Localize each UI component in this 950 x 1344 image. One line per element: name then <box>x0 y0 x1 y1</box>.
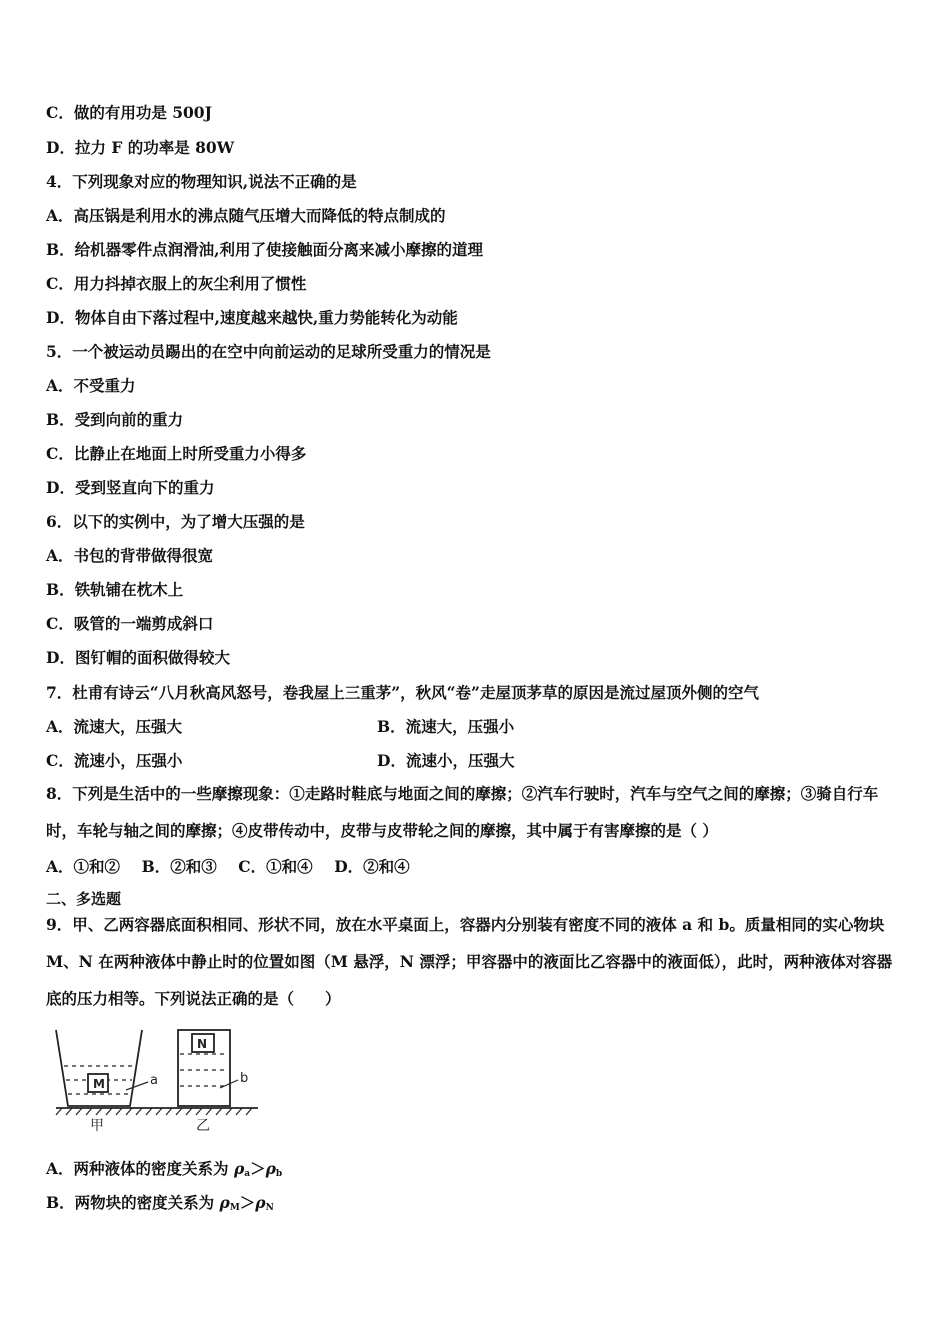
q9-stem: 9．甲、乙两容器底面积相同、形状不同，放在水平桌面上，容器内分别装有密度不同的液体 a 和 b。质量相同的实心物块 M、N 在两种液体中静止时的位置如图（M 悬浮，N 漂浮；甲容器中的液面比乙容器中的液面低），此时，两种液体对容器底的压力相等。下列说法正确的是（ ） <box>46 915 893 1008</box>
q7-option-d: D．流速小，压强大 <box>377 751 515 770</box>
block-n-label: N <box>197 1037 208 1051</box>
q5-option-b: B．受到向前的重力 <box>46 410 184 429</box>
q9-option-b: B．两物块的密度关系为 $\rho_M>\rho_N$ <box>46 1193 274 1213</box>
q6-option-b: B．铁轨铺在枕木上 <box>46 580 184 599</box>
q6-option-d: D．图钉帽的面积做得较大 <box>46 648 230 667</box>
q5-option-c: C．比静止在地面上时所受重力小得多 <box>46 444 307 463</box>
q5-option-a: A．不受重力 <box>46 376 136 395</box>
q4-option-c: C．用力抖掉衣服上的灰尘利用了惯性 <box>46 274 307 293</box>
liquid-a-label: a <box>150 1073 158 1088</box>
liquid-b-surface <box>180 1054 228 1086</box>
q3-option-d: D．拉力 F 的功率是 80W <box>46 138 235 157</box>
block-m-label: M <box>93 1077 105 1091</box>
container-yi-label: 乙 <box>196 1118 210 1134</box>
q5-stem: 5．一个被运动员踢出的在空中向前运动的足球所受重力的情况是 <box>46 342 491 361</box>
q6-option-a: A．书包的背带做得很宽 <box>46 546 214 565</box>
container-jia-label: 甲 <box>90 1118 104 1134</box>
container-diagram <box>52 1026 262 1136</box>
q6-stem: 6．以下的实例中，为了增大压强的是 <box>46 512 305 531</box>
q7-stem: 7．杜甫有诗云“八月秋高风怒号，卷我屋上三重茅”，秋风“卷”走屋顶茅草的原因是流过屋顶外侧的空气 <box>46 683 759 702</box>
q7-option-a: A．流速大，压强大 <box>46 717 183 736</box>
q4-option-a: A．高压锅是利用水的沸点随气压增大而降低的特点制成的 <box>46 206 446 225</box>
q8-stem: 8．下列是生活中的一些摩擦现象：①走路时鞋底与地面之间的摩擦；②汽车行驶时，汽车与空气之间的摩擦；③骑自行车时，车轮与轴之间的摩擦；④皮带传动中，皮带与皮带轮之间的摩擦，其中属于有害摩擦的是（ ） <box>46 784 879 840</box>
table-hatching <box>56 1108 252 1115</box>
q6-option-c: C．吸管的一端剪成斜口 <box>46 614 214 633</box>
q4-stem: 4．下列现象对应的物理知识,说法不正确的是 <box>46 172 357 191</box>
q8-options: A．①和② B．②和③ C．①和④ D．②和④ <box>46 857 410 876</box>
q7-option-c: C．流速小，压强小 <box>46 751 183 770</box>
liquid-b-label: b <box>240 1071 249 1086</box>
q5-option-d: D．受到竖直向下的重力 <box>46 478 215 497</box>
q3-option-c: C．做的有用功是 500J <box>46 103 212 122</box>
q9-option-a: A．两种液体的密度关系为 $\rho_a>\rho_b$ <box>46 1159 283 1179</box>
q4-option-d: D．物体自由下落过程中,速度越来越快,重力势能转化为动能 <box>46 308 458 327</box>
section-heading: 二、多选题 <box>46 890 122 908</box>
q7-option-b: B．流速大，压强小 <box>377 717 515 736</box>
q4-option-b: B．给机器零件点润滑油,利用了使接触面分离来减小摩擦的道理 <box>46 240 483 259</box>
